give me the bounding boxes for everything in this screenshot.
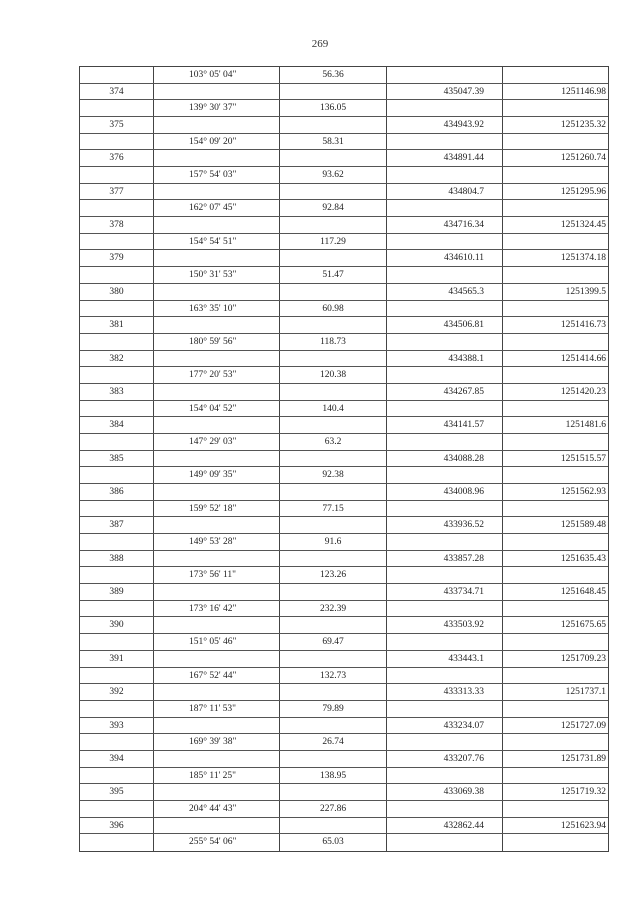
y-coordinate-cell: [503, 401, 608, 417]
distance-cell: 65.03: [322, 837, 344, 848]
bearing-angle-cell: 177° 20' 53": [189, 370, 237, 381]
distance-cell: [280, 417, 386, 433]
table-row: [80, 167, 608, 184]
distance-cell: 118.73: [320, 336, 346, 347]
point-number-cell: 383: [109, 386, 124, 397]
point-number-cell: [80, 501, 153, 517]
x-coordinate-cell: 433069.38: [443, 787, 484, 798]
point-number-cell: [80, 100, 153, 116]
table-row: [80, 334, 608, 351]
distance-cell: 58.31: [322, 136, 344, 147]
x-coordinate-cell: 432862.44: [443, 820, 484, 831]
table-row: [80, 117, 608, 134]
x-coordinate-cell: [387, 467, 502, 483]
y-coordinate-cell: [503, 267, 608, 283]
point-number-cell: 386: [109, 487, 124, 498]
distance-cell: [280, 517, 386, 533]
y-coordinate-cell: [503, 200, 608, 216]
bearing-angle-cell: 180° 59' 56": [189, 336, 237, 347]
x-coordinate-cell: 434804.7: [448, 186, 484, 197]
table-row: [80, 634, 608, 651]
table-row: [80, 250, 608, 267]
bearing-angle-cell: [154, 250, 279, 266]
bearing-angle-cell: [154, 117, 279, 133]
bearing-angle-cell: 167° 52' 44": [189, 670, 237, 681]
distance-cell: 227.86: [319, 803, 347, 814]
distance-cell: 92.38: [322, 470, 344, 481]
x-coordinate-cell: [387, 701, 502, 717]
table-row: [80, 751, 608, 768]
distance-cell: 117.29: [320, 236, 346, 247]
bearing-angle-cell: [154, 617, 279, 633]
distance-cell: 63.2: [324, 436, 342, 447]
distance-cell: [280, 150, 386, 166]
distance-cell: [280, 784, 386, 800]
y-coordinate-cell: [503, 768, 608, 784]
bearing-angle-cell: [154, 718, 279, 734]
y-coordinate-cell: [503, 501, 608, 517]
distance-cell: 138.95: [319, 770, 347, 781]
x-coordinate-cell: 434388.1: [448, 353, 484, 364]
point-number-cell: [80, 234, 153, 250]
table-row: [80, 267, 608, 284]
y-coordinate-cell: [503, 334, 608, 350]
table-row: [80, 501, 608, 518]
point-number-cell: [80, 401, 153, 417]
page-number: 269: [311, 38, 329, 50]
y-coordinate-cell: [503, 301, 608, 317]
x-coordinate-cell: [387, 768, 502, 784]
y-coordinate-cell: 1251731.89: [560, 753, 606, 764]
bearing-angle-cell: 151° 05' 46": [189, 637, 237, 648]
point-number-cell: [80, 434, 153, 450]
table-row: [80, 200, 608, 217]
bearing-angle-cell: [154, 184, 279, 200]
x-coordinate-cell: [387, 167, 502, 183]
table-row: [80, 317, 608, 334]
y-coordinate-cell: [503, 734, 608, 750]
distance-cell: [280, 384, 386, 400]
bearing-angle-cell: 169° 39' 38": [189, 737, 237, 748]
bearing-angle-cell: 163° 35' 10": [189, 303, 237, 314]
table-row: [80, 584, 608, 601]
point-number-cell: [80, 834, 153, 850]
x-coordinate-cell: 434008.96: [443, 487, 484, 498]
y-coordinate-cell: 1251623.94: [560, 820, 606, 831]
x-coordinate-cell: [387, 100, 502, 116]
table-row: [80, 567, 608, 584]
bearing-angle-cell: [154, 351, 279, 367]
x-coordinate-cell: 433503.92: [443, 620, 484, 631]
bearing-angle-cell: 147° 29' 03": [189, 436, 237, 447]
y-coordinate-cell: [503, 801, 608, 817]
distance-cell: 132.73: [319, 670, 347, 681]
point-number-cell: 396: [109, 820, 124, 831]
distance-cell: [280, 617, 386, 633]
distance-cell: [280, 84, 386, 100]
y-coordinate-cell: 1251295.96: [560, 186, 606, 197]
bearing-angle-cell: 173° 56' 11": [189, 570, 237, 581]
distance-cell: 232.39: [319, 603, 347, 614]
y-coordinate-cell: 1251324.45: [560, 220, 606, 231]
point-number-cell: 374: [109, 86, 124, 97]
table-row: [80, 484, 608, 501]
distance-cell: 79.89: [322, 703, 344, 714]
point-number-cell: 389: [109, 587, 124, 598]
point-number-cell: 375: [109, 120, 124, 131]
table-row: [80, 351, 608, 368]
table-row: [80, 668, 608, 685]
bearing-angle-cell: [154, 384, 279, 400]
x-coordinate-cell: [387, 401, 502, 417]
bearing-angle-cell: 150° 31' 53": [189, 270, 237, 281]
bearing-angle-cell: 159° 52' 18": [189, 503, 237, 514]
y-coordinate-cell: 1251648.45: [560, 587, 606, 598]
x-coordinate-cell: 433443.1: [448, 653, 484, 664]
table-row: [80, 417, 608, 434]
point-number-cell: 394: [109, 753, 124, 764]
point-number-cell: 385: [109, 453, 124, 464]
x-coordinate-cell: 433207.76: [443, 753, 484, 764]
distance-cell: 51.47: [322, 270, 344, 281]
table-row: [80, 551, 608, 568]
table-row: [80, 701, 608, 718]
distance-cell: 26.74: [322, 737, 344, 748]
bearing-angle-cell: [154, 84, 279, 100]
point-number-cell: [80, 267, 153, 283]
table-row: [80, 184, 608, 201]
bearing-angle-cell: 204° 44' 43": [189, 803, 237, 814]
table-row: [80, 601, 608, 618]
point-number-cell: [80, 167, 153, 183]
bearing-angle-cell: 139° 30' 37": [189, 103, 237, 114]
point-number-cell: [80, 134, 153, 150]
distance-cell: [280, 451, 386, 467]
table-row: [80, 134, 608, 151]
x-coordinate-cell: 434943.92: [443, 120, 484, 131]
x-coordinate-cell: 433313.33: [443, 687, 484, 698]
table-row: [80, 67, 608, 84]
bearing-angle-cell: 149° 53' 28": [189, 537, 237, 548]
table-row: [80, 367, 608, 384]
x-coordinate-cell: [387, 67, 502, 83]
point-number-cell: [80, 601, 153, 617]
point-number-cell: 382: [109, 353, 124, 364]
distance-cell: [280, 684, 386, 700]
distance-cell: [280, 651, 386, 667]
x-coordinate-cell: 433234.07: [443, 720, 484, 731]
bearing-angle-cell: 154° 54' 51": [189, 236, 237, 247]
bearing-angle-cell: [154, 784, 279, 800]
bearing-angle-cell: [154, 651, 279, 667]
table-row: [80, 801, 608, 818]
bearing-angle-cell: 185° 11' 25": [189, 770, 237, 781]
x-coordinate-cell: [387, 200, 502, 216]
point-number-cell: [80, 701, 153, 717]
point-number-cell: 381: [109, 320, 124, 331]
y-coordinate-cell: [503, 634, 608, 650]
table-row: [80, 234, 608, 251]
point-number-cell: [80, 467, 153, 483]
bearing-angle-cell: 103° 05' 04": [189, 70, 237, 80]
point-number-cell: 395: [109, 787, 124, 798]
table-row: [80, 467, 608, 484]
y-coordinate-cell: [503, 367, 608, 383]
distance-cell: [280, 751, 386, 767]
distance-cell: 136.05: [319, 103, 347, 114]
x-coordinate-cell: [387, 367, 502, 383]
x-coordinate-cell: [387, 534, 502, 550]
x-coordinate-cell: [387, 601, 502, 617]
y-coordinate-cell: 1251420.23: [560, 386, 606, 397]
x-coordinate-cell: 435047.39: [443, 86, 484, 97]
x-coordinate-cell: 433936.52: [443, 520, 484, 531]
bearing-angle-cell: 173° 16' 42": [189, 603, 237, 614]
table-row: [80, 517, 608, 534]
table-row: [80, 651, 608, 668]
y-coordinate-cell: 1251515.57: [560, 453, 606, 464]
y-coordinate-cell: 1251146.98: [561, 86, 606, 97]
point-number-cell: [80, 301, 153, 317]
x-coordinate-cell: [387, 501, 502, 517]
x-coordinate-cell: [387, 234, 502, 250]
bearing-angle-cell: 187° 11' 53": [189, 703, 237, 714]
x-coordinate-cell: 434141.57: [443, 420, 484, 431]
distance-cell: [280, 184, 386, 200]
point-number-cell: 393: [109, 720, 124, 731]
x-coordinate-cell: 434716.34: [443, 220, 484, 231]
y-coordinate-cell: 1251416.73: [560, 320, 606, 331]
x-coordinate-cell: 433734.71: [443, 587, 484, 598]
distance-cell: 120.38: [319, 370, 347, 381]
table-row: [80, 784, 608, 801]
table-row: [80, 150, 608, 167]
point-number-cell: [80, 734, 153, 750]
table-row: [80, 301, 608, 318]
coordinates-table: [79, 66, 609, 852]
bearing-angle-cell: [154, 584, 279, 600]
table-row: [80, 401, 608, 418]
distance-cell: [280, 351, 386, 367]
distance-cell: [280, 284, 386, 300]
table-row: [80, 434, 608, 451]
table-row: [80, 834, 608, 851]
distance-cell: 91.6: [324, 537, 342, 548]
bearing-angle-cell: [154, 484, 279, 500]
y-coordinate-cell: [503, 668, 608, 684]
x-coordinate-cell: [387, 567, 502, 583]
x-coordinate-cell: [387, 634, 502, 650]
distance-cell: 56.36: [322, 70, 344, 80]
y-coordinate-cell: 1251737.1: [565, 687, 606, 698]
bearing-angle-cell: [154, 684, 279, 700]
point-number-cell: [80, 534, 153, 550]
y-coordinate-cell: [503, 234, 608, 250]
distance-cell: [280, 117, 386, 133]
point-number-cell: 376: [109, 153, 124, 164]
bearing-angle-cell: [154, 551, 279, 567]
point-number-cell: 391: [109, 653, 124, 664]
y-coordinate-cell: 1251635.43: [560, 553, 606, 564]
point-number-cell: [80, 200, 153, 216]
distance-cell: [280, 584, 386, 600]
distance-cell: [280, 818, 386, 834]
table-row: [80, 718, 608, 735]
bearing-angle-cell: [154, 417, 279, 433]
table-row: [80, 284, 608, 301]
y-coordinate-cell: [503, 601, 608, 617]
point-number-cell: 388: [109, 553, 124, 564]
point-number-cell: [80, 634, 153, 650]
x-coordinate-cell: [387, 734, 502, 750]
bearing-angle-cell: 154° 09' 20": [189, 136, 237, 147]
point-number-cell: 392: [109, 687, 124, 698]
point-number-cell: 378: [109, 220, 124, 231]
table-row: [80, 818, 608, 835]
point-number-cell: 387: [109, 520, 124, 531]
bearing-angle-cell: 255° 54' 06": [189, 837, 237, 848]
table-row: [80, 617, 608, 634]
point-number-cell: 380: [109, 286, 124, 297]
point-number-cell: [80, 334, 153, 350]
distance-cell: [280, 317, 386, 333]
point-number-cell: 377: [109, 186, 124, 197]
y-coordinate-cell: [503, 100, 608, 116]
y-coordinate-cell: [503, 467, 608, 483]
y-coordinate-cell: [503, 834, 608, 850]
x-coordinate-cell: [387, 834, 502, 850]
y-coordinate-cell: [503, 134, 608, 150]
bearing-angle-cell: [154, 517, 279, 533]
bearing-angle-cell: [154, 317, 279, 333]
x-coordinate-cell: 434891.44: [443, 153, 484, 164]
bearing-angle-cell: [154, 818, 279, 834]
y-coordinate-cell: 1251374.18: [560, 253, 606, 264]
distance-cell: [280, 484, 386, 500]
table-row: [80, 684, 608, 701]
point-number-cell: [80, 768, 153, 784]
x-coordinate-cell: 434506.81: [443, 320, 484, 331]
y-coordinate-cell: [503, 67, 608, 83]
y-coordinate-cell: [503, 567, 608, 583]
table-row: [80, 768, 608, 785]
bearing-angle-cell: [154, 284, 279, 300]
y-coordinate-cell: [503, 534, 608, 550]
point-number-cell: [80, 567, 153, 583]
x-coordinate-cell: [387, 267, 502, 283]
table-row: [80, 384, 608, 401]
y-coordinate-cell: 1251719.32: [560, 787, 606, 798]
bearing-angle-cell: 149° 09' 35": [189, 470, 237, 481]
x-coordinate-cell: 434088.28: [443, 453, 484, 464]
distance-cell: 77.15: [322, 503, 344, 514]
distance-cell: [280, 217, 386, 233]
bearing-angle-cell: 154° 04' 52": [189, 403, 237, 414]
y-coordinate-cell: [503, 167, 608, 183]
table-row: [80, 217, 608, 234]
x-coordinate-cell: [387, 334, 502, 350]
bearing-angle-cell: 162° 07' 45": [189, 203, 237, 214]
y-coordinate-cell: 1251709.23: [560, 653, 606, 664]
distance-cell: 123.26: [319, 570, 347, 581]
y-coordinate-cell: 1251260.74: [560, 153, 606, 164]
y-coordinate-cell: 1251235.32: [560, 120, 606, 131]
x-coordinate-cell: [387, 301, 502, 317]
x-coordinate-cell: 434565.3: [448, 286, 484, 297]
y-coordinate-cell: 1251414.66: [560, 353, 606, 364]
y-coordinate-cell: 1251727.09: [560, 720, 606, 731]
distance-cell: [280, 551, 386, 567]
point-number-cell: 379: [109, 253, 124, 264]
x-coordinate-cell: [387, 801, 502, 817]
distance-cell: 140.4: [322, 403, 344, 414]
table-row: [80, 100, 608, 117]
point-number-cell: 390: [109, 620, 124, 631]
distance-cell: [280, 250, 386, 266]
point-number-cell: [80, 668, 153, 684]
point-number-cell: [80, 67, 153, 83]
point-number-cell: 384: [109, 420, 124, 431]
y-coordinate-cell: 1251589.48: [560, 520, 606, 531]
table-row: [80, 734, 608, 751]
distance-cell: 93.62: [322, 170, 344, 181]
table-row: [80, 84, 608, 101]
point-number-cell: [80, 801, 153, 817]
y-coordinate-cell: 1251399.5: [565, 286, 606, 297]
table-row: [80, 451, 608, 468]
x-coordinate-cell: [387, 134, 502, 150]
distance-cell: 69.47: [322, 637, 344, 648]
bearing-angle-cell: [154, 150, 279, 166]
table-row: [80, 534, 608, 551]
point-number-cell: [80, 367, 153, 383]
distance-cell: 92.84: [322, 203, 344, 214]
bearing-angle-cell: [154, 451, 279, 467]
x-coordinate-cell: [387, 668, 502, 684]
x-coordinate-cell: 433857.28: [443, 553, 484, 564]
x-coordinate-cell: 434610.11: [443, 253, 484, 264]
distance-cell: 60.98: [322, 303, 344, 314]
y-coordinate-cell: 1251562.93: [560, 487, 606, 498]
distance-cell: [280, 718, 386, 734]
y-coordinate-cell: 1251675.65: [560, 620, 606, 631]
bearing-angle-cell: [154, 217, 279, 233]
y-coordinate-cell: [503, 701, 608, 717]
y-coordinate-cell: 1251481.6: [565, 420, 606, 431]
bearing-angle-cell: 157° 54' 03": [189, 170, 237, 181]
x-coordinate-cell: 434267.85: [443, 386, 484, 397]
x-coordinate-cell: [387, 434, 502, 450]
y-coordinate-cell: [503, 434, 608, 450]
bearing-angle-cell: [154, 751, 279, 767]
